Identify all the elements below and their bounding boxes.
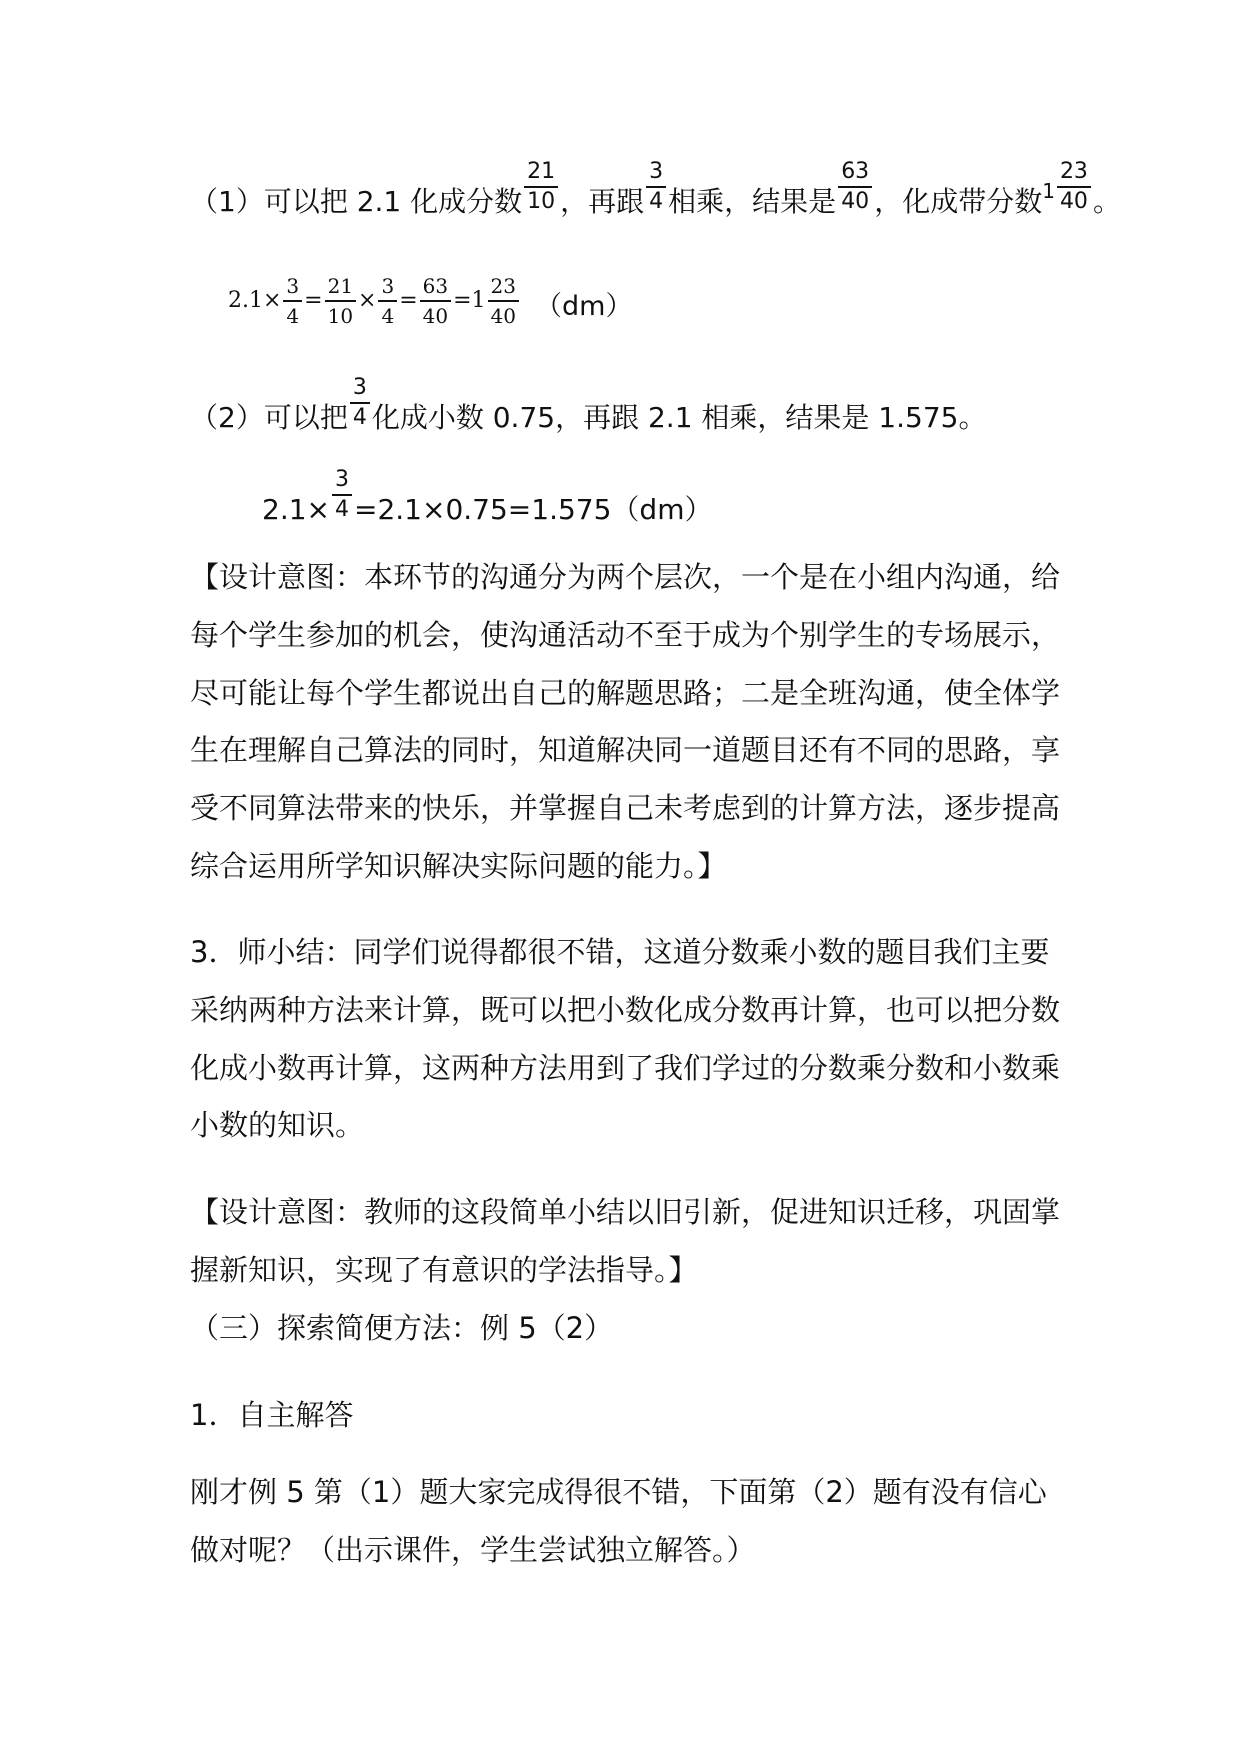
eq1-term-2: = (304, 288, 323, 313)
eq2-suffix: =2.1×0.75=1.575（dm） (354, 493, 713, 526)
mixed-number-whole: 1 (1042, 179, 1055, 203)
eq1-term-3: × (358, 288, 377, 313)
method-2-line (190, 375, 987, 446)
eq2-prefix: 2.1× (262, 493, 330, 526)
method-1-mid-2: 相乘，结果是 (668, 185, 837, 218)
eq1-fraction-1: $\frac{3}{4}$ (283, 274, 302, 328)
mixed-number-fraction: $\frac{23}{40}$ (1057, 160, 1091, 214)
eq2-fraction: $\frac{3}{4}$ (332, 468, 352, 522)
eq1-term-4: = (399, 288, 418, 313)
fraction-3-4: $\frac{3}{4}$ (646, 160, 666, 214)
method-2-prefix: （2）可以把 (190, 401, 348, 434)
method-1-line (190, 159, 1121, 230)
eq1-unit: （dm） (535, 291, 633, 322)
method-1-suffix: 。 (1092, 185, 1121, 218)
method-1-mid-3: ，化成带分数 (874, 185, 1043, 218)
equation-1 (228, 274, 632, 328)
fraction-63-40: $\frac{63}{40}$ (838, 160, 872, 214)
method-1-prefix: （1）可以把 2.1 化成分数 (190, 185, 523, 218)
design-note-2: 【设计意图：教师的这段简单小结以旧引新，促进知识迁移，巩固掌握新知识，实现了有意识的学法指导。】 (190, 1195, 1061, 1287)
method-1-mid-1: ，再跟 (560, 185, 645, 218)
eq1-fraction-3: $\frac{3}{4}$ (378, 274, 397, 328)
fraction-21-10: $\frac{21}{10}$ (524, 160, 558, 214)
exercise-prompt: 刚才例 5 第（1）题大家完成得很不错，下面第（2）题有没有信心做对呢？（出示课件，学生尝试独立解答。） (190, 1475, 1047, 1567)
section-heading: （三）探索简便方法：例 5（2） (190, 1311, 614, 1345)
design-note-1: 【设计意图：本环节的沟通分为两个层次，一个是在小组内沟通，给每个学生参加的机会，使沟通活动不至于成为个别学生的专场展示，尽可能让每个学生都说出自己的解题思路；二是全班沟通，使全体学生在理解自己算法的同时，知道解决同一道题目还有不同的思路，享受不同算法带来的快乐，并掌握自己未考虑到的计算方法，逐步提高综合运用所学知识解决实际问题的能力。】 (190, 560, 1061, 883)
eq1-term-5: =1 (453, 288, 486, 313)
step-1-heading: 1．自主解答 (190, 1398, 354, 1432)
eq1-fraction-4: $\frac{63}{40}$ (420, 274, 451, 328)
method-2-suffix: 化成小数 0.75，再跟 2.1 相乘，结果是 1.575。 (371, 401, 987, 434)
teacher-summary: 3．师小结：同学们说得都很不错，这道分数乘小数的题目我们主要采纳两种方法来计算，既可以把小数化成分数再计算，也可以把分数化成小数再计算，这两种方法用到了我们学过的分数乘分数和小数乘小数的知识。 (190, 935, 1061, 1143)
eq1-fraction-5: $\frac{23}{40}$ (488, 274, 519, 328)
fraction-3-4-b: $\frac{3}{4}$ (350, 376, 370, 430)
eq1-fraction-2: $\frac{21}{10}$ (325, 274, 356, 328)
equation-2 (262, 467, 713, 538)
eq1-term-1: 2.1× (228, 288, 282, 313)
